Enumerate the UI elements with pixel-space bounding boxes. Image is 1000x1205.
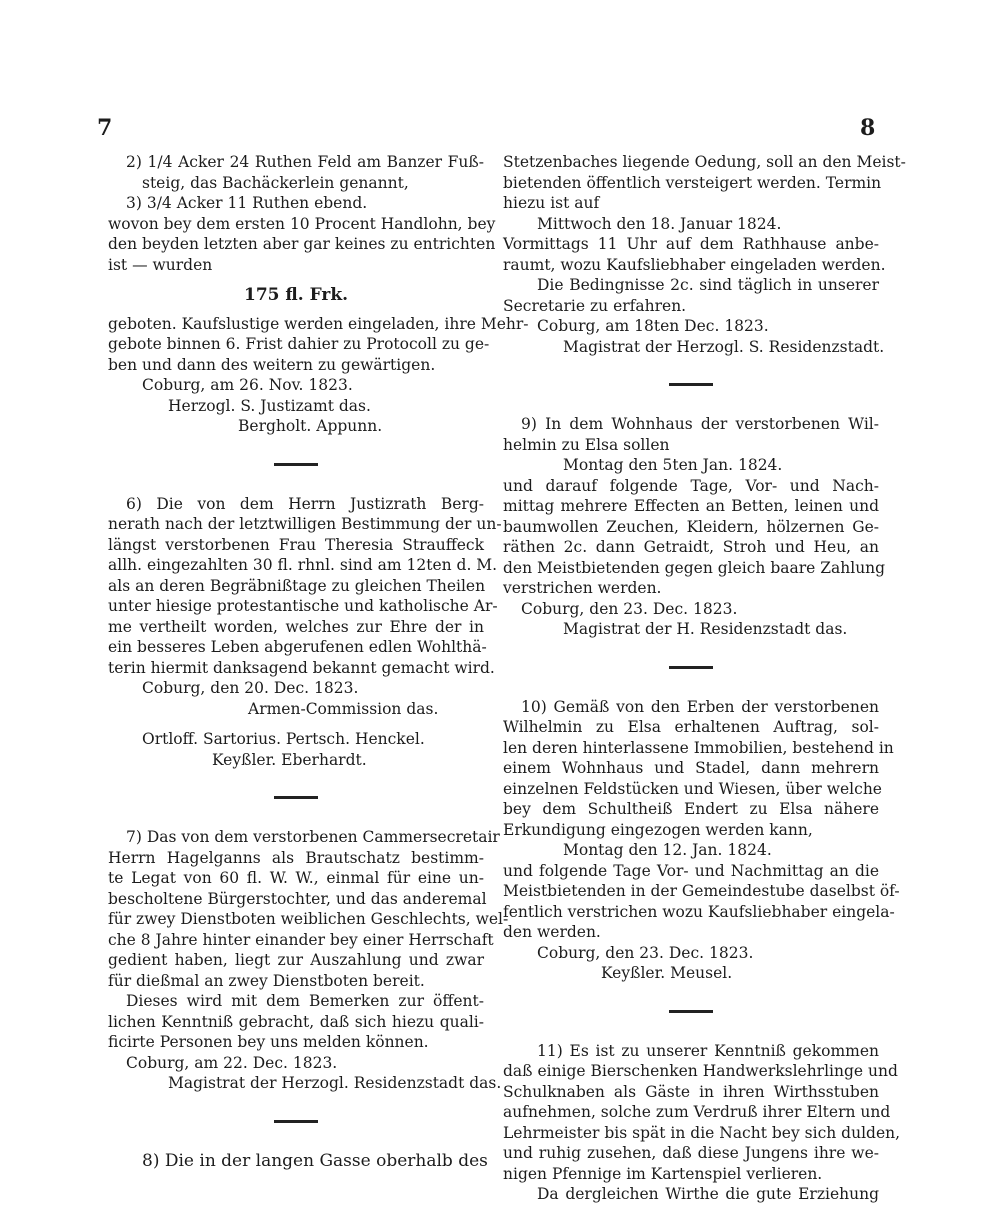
notice-line: Die Bedingnisse 2c. sind täglich in unserer: [537, 276, 879, 294]
notice-date-line: Montag den 12. Jan. 1824.: [563, 841, 772, 859]
notice-line: Wilhelmin zu Elsa erhaltenen Auftrag, sol-: [503, 718, 879, 736]
notice-line: daß einige Bierschenken Handwerkslehrlinge und: [503, 1062, 898, 1080]
section-divider: [669, 383, 713, 386]
notice-6: [108, 494, 502, 771]
notice-line: gebote binnen 6. Frist dahier zu Protocoll zu ge-: [108, 335, 490, 353]
notice-line: den werden.: [503, 923, 601, 941]
notice-line: baumwollen Zeuchen, Kleidern, hölzernen Ge-: [503, 517, 879, 536]
notice-line: 7) Das von dem verstorbenen Cammersecretair: [126, 828, 500, 846]
section-divider: [274, 463, 318, 466]
notice-line: aufnehmen, solche zum Verdruß ihrer Eltern und: [503, 1103, 891, 1121]
notice-line: für zwey Dienstboten weiblichen Geschlechts, wel-: [108, 910, 509, 928]
notice-line: nerath nach der letztwilligen Bestimmung der un-: [108, 515, 502, 533]
section-divider: [669, 666, 713, 669]
right-column: [503, 152, 906, 1205]
notice-office: Magistrat der H. Residenzstadt das.: [563, 620, 848, 638]
notice-line: che 8 Jahre hinter einander bey einer Herrschaft: [108, 930, 494, 949]
section-divider: [669, 1010, 713, 1013]
notice-8-continued: [503, 152, 906, 357]
notice-line: 2) 1/4 Acker 24 Ruthen Feld am Banzer Fuß-: [126, 153, 484, 171]
notice-line: geboten. Kaufslustige werden eingeladen, ihre Mehr-: [108, 314, 529, 333]
notice-line: und ruhig zusehen, daß diese Jungens ihre we-: [503, 1144, 879, 1162]
notice-line: einem Wohnhaus und Stadel, dann mehrern: [503, 759, 879, 777]
notice-office: Magistrat der Herzogl. Residenzstadt das.: [168, 1074, 502, 1092]
notice-line: Dieses wird mit dem Bemerken zur öffent-: [126, 992, 484, 1010]
notice-line: ficirte Personen bey uns melden können.: [108, 1033, 429, 1051]
notice-line: ben und dann des weitern zu gewärtigen.: [108, 355, 436, 374]
notice-line: Stetzenbaches liegende Oedung, soll an den Meist-: [503, 153, 906, 171]
notice-office: Herzogl. S. Justizamt das.: [168, 396, 371, 415]
notice-commission: Armen-Commission das.: [248, 699, 439, 718]
notice-line: bietenden öffentlich versteigert werden. Termin: [503, 173, 882, 192]
notice-line: te Legat von 60 fl. W. W., einmal für eine un-: [108, 869, 484, 887]
notice-7: [108, 827, 509, 1094]
notice-2: [108, 152, 529, 437]
notice-line: nigen Pfennige im Kartenspiel verlieren.: [503, 1164, 823, 1183]
notice-place-date: Coburg, am 18ten Dec. 1823.: [537, 317, 769, 335]
notice-place-date: Coburg, den 23. Dec. 1823.: [537, 943, 754, 962]
section-divider: [274, 1120, 318, 1123]
notice-line: Herrn Hagelganns als Brautschatz bestimm-: [108, 848, 484, 867]
notice-line: Schulknaben als Gäste in ihren Wirthsstuben: [503, 1082, 879, 1101]
notice-line: wovon bey dem ersten 10 Procent Handlohn, bey: [108, 214, 496, 233]
notice-line: 6) Die von dem Herrn Justizrath Berg-: [126, 494, 484, 513]
notice-9: [503, 414, 886, 640]
page-number-left: 7: [97, 115, 113, 141]
notice-line: ein besseres Leben abgerufenen edlen Wohlthä-: [108, 638, 487, 656]
section-divider: [274, 796, 318, 799]
notice-line: steig, das Bachäckerlein genannt,: [142, 173, 409, 192]
notice-10: [503, 697, 900, 984]
notice-office: Magistrat der Herzogl. S. Residenzstadt.: [563, 337, 885, 356]
notice-line: einzelnen Feldstücken und Wiesen, über welche: [503, 779, 882, 798]
notice-place-date: Coburg, den 20. Dec. 1823.: [142, 679, 359, 697]
notice-line: Erkundigung eingezogen werden kann,: [503, 820, 813, 839]
notice-signers: Bergholt. Appunn.: [238, 417, 383, 435]
notice-line: bey dem Schultheiß Endert zu Elsa nähere: [503, 800, 879, 818]
notice-line: Da dergleichen Wirthe die gute Erziehung: [537, 1185, 879, 1203]
notice-11: [503, 1041, 901, 1205]
notice-line: 10) Gemäß von den Erben der verstorbenen: [521, 697, 879, 716]
notice-place-date: Coburg, am 26. Nov. 1823.: [142, 376, 353, 394]
notice-date-line: Montag den 5ten Jan. 1824.: [563, 456, 783, 474]
notice-line: Meistbietenden in der Gemeindestube daselbst öf-: [503, 882, 900, 900]
notice-line: 11) Es ist zu unserer Kenntniß gekommen: [537, 1041, 879, 1060]
notice-line: terin hiermit danksagend bekannt gemacht wird.: [108, 658, 495, 677]
notice-line: Secretarie zu erfahren.: [503, 296, 687, 315]
notice-signers: Ortloff. Sartorius. Pertsch. Henckel.: [142, 730, 425, 748]
notice-line: allh. eingezahlten 30 fl. rhnl. sind am 12ten d. M.: [108, 556, 498, 574]
notice-line: als an deren Begräbnißtage zu gleichen Theilen: [108, 576, 486, 595]
notice-line: 3) 3/4 Acker 11 Ruthen ebend.: [126, 194, 368, 212]
notice-line: räthen 2c. dann Getraidt, Stroh und Heu, an: [503, 538, 879, 556]
notice-line: gedient haben, liegt zur Auszahlung und zwar: [108, 951, 484, 969]
notice-line: unter hiesige protestantische und katholische Ar-: [108, 597, 498, 615]
notice-line: längst verstorbenen Frau Theresia Strauffeck: [108, 535, 484, 554]
notice-line: ist — wurden: [108, 255, 213, 274]
notice-signers: Keyßler. Meusel.: [601, 964, 733, 982]
notice-line: 9) In dem Wohnhaus der verstorbenen Wil-: [521, 415, 879, 433]
notice-place-date: Coburg, am 22. Dec. 1823.: [126, 1053, 338, 1072]
left-column: [108, 152, 529, 1171]
notice-8: [108, 1150, 488, 1172]
notice-date-line: Mittwoch den 18. Januar 1824.: [537, 214, 782, 233]
notice-line: len deren hinterlassene Immobilien, bestehend in: [503, 738, 894, 757]
notice-line: und darauf folgende Tage, Vor- und Nach-: [503, 476, 879, 495]
notice-signers: Keyßler. Eberhardt.: [212, 750, 367, 769]
notice-line: und folgende Tage Vor- und Nachmittag an die: [503, 861, 879, 880]
notice-line: den Meistbietenden gegen gleich baare Zahlung: [503, 558, 886, 577]
notice-line: me vertheilt worden, welches zur Ehre der in: [108, 617, 484, 636]
notice-line: den beyden letzten aber gar keines zu entrichten: [108, 235, 496, 253]
notice-line: verstrichen werden.: [503, 579, 662, 597]
notice-place-date: Coburg, den 23. Dec. 1823.: [521, 599, 738, 618]
notice-line: helmin zu Elsa sollen: [503, 435, 670, 454]
page-number-right: 8: [860, 115, 876, 141]
notice-line: 8) Die in der langen Gasse oberhalb des: [142, 1150, 488, 1171]
notice-line: mittag mehrere Effecten an Betten, leinen und: [503, 497, 879, 515]
notice-line: fentlich verstrichen wozu Kaufsliebhaber eingela-: [503, 902, 895, 921]
notice-line: lichen Kenntniß gebracht, daß sich hiezu quali-: [108, 1012, 484, 1031]
notice-line: hiezu ist auf: [503, 194, 600, 212]
notice-line: raumt, wozu Kaufsliebhaber eingeladen werden.: [503, 255, 886, 274]
notice-amount: 175 fl. Frk.: [243, 285, 349, 305]
notice-line: bescholtene Bürgerstochter, und das anderemal: [108, 889, 487, 908]
notice-line: Vormittags 11 Uhr auf dem Rathhause anbe-: [503, 235, 879, 253]
notice-line: für dießmal an zwey Dienstboten bereit.: [108, 971, 425, 990]
notice-line: Lehrmeister bis spät in die Nacht bey sich dulden,: [503, 1123, 901, 1142]
